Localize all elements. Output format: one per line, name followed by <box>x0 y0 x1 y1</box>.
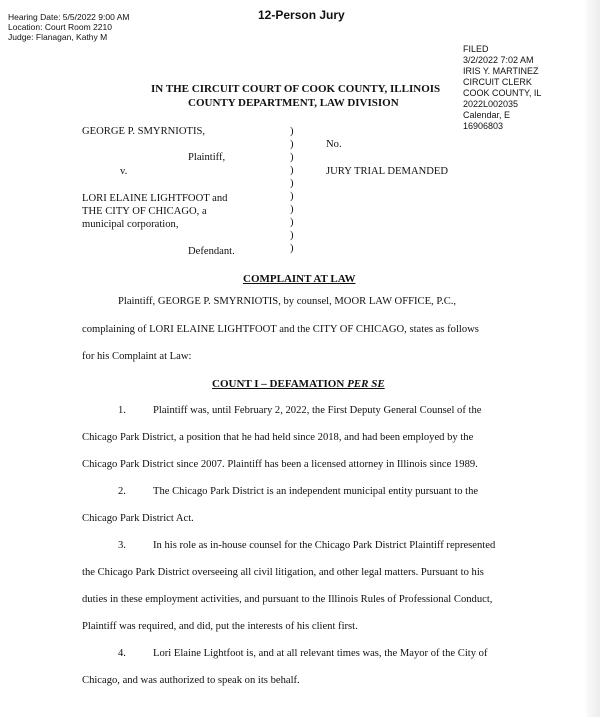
intro-line: for his Complaint at Law: <box>82 351 192 362</box>
hearing-date: Hearing Date: 5/5/2022 9:00 AM <box>8 12 130 22</box>
defendant-name-line3: municipal corporation, <box>82 219 179 230</box>
clerk-stamp-case-number: 2022L002035 <box>463 99 519 109</box>
caption-paren: ) <box>290 230 294 241</box>
clerk-stamp-datetime: 3/2/2022 7:02 AM <box>463 55 534 65</box>
paragraph-line: Lori Elaine Lightfoot is, and at all relevant times was, the Mayor of the City of <box>153 648 488 659</box>
caption-paren: ) <box>290 243 294 254</box>
clerk-stamp-calendar: Calendar, E <box>463 110 511 120</box>
defendant-label: Defendant. <box>188 246 235 257</box>
caption-paren: ) <box>290 139 294 150</box>
count-heading-prefix: COUNT I – DEFAMATION <box>212 378 348 390</box>
page-edge-shadow <box>586 0 600 717</box>
plaintiff-name: GEORGE P. SMYRNIOTIS, <box>82 126 206 137</box>
paragraph-line: The Chicago Park District is an independent municipal entity pursuant to the <box>153 486 479 497</box>
count-heading <box>212 378 385 390</box>
paragraph-number: 4. <box>118 648 126 659</box>
paragraph-line: Chicago, and was authorized to speak on its behalf. <box>82 675 300 686</box>
paragraph-number: 2. <box>118 486 126 497</box>
defendant-name-line2: THE CITY OF CHICAGO, a <box>82 206 207 217</box>
caption-paren: ) <box>290 204 294 215</box>
clerk-stamp-filed: FILED <box>463 44 489 54</box>
paragraph-line: the Chicago Park District overseeing all civil litigation, and other legal matters. Pursuant to his <box>82 567 484 578</box>
jury-demand: JURY TRIAL DEMANDED <box>326 166 449 177</box>
defendant-name-line1: LORI ELAINE LIGHTFOOT and <box>82 193 228 204</box>
paragraph-line: Chicago Park District since 2007. Plaintiff has been a licensed attorney in Illinois since 1989. <box>82 459 478 470</box>
court-division: COUNTY DEPARTMENT, LAW DIVISION <box>188 97 399 109</box>
clerk-stamp-id: 16906803 <box>463 121 504 131</box>
paragraph-line: duties in these employment activities, and pursuant to the Illinois Rules of Professional Conduct, <box>82 594 493 605</box>
paragraph-number: 3. <box>118 540 126 551</box>
intro-line: Plaintiff, GEORGE P. SMYRNIOTIS, by counsel, MOOR LAW OFFICE, P.C., <box>118 296 457 307</box>
case-number-label: No. <box>326 139 342 150</box>
paragraph-number: 1. <box>118 405 126 416</box>
judge: Judge: Flanagan, Kathy M <box>8 32 108 42</box>
intro-line: complaining of LORI ELAINE LIGHTFOOT and the CITY OF CHICAGO, states as follows <box>82 324 479 335</box>
paragraph-line: Chicago Park District, a position that he had held since 2018, and had been employed by the <box>82 432 474 443</box>
clerk-stamp-clerk-name: IRIS Y. MARTINEZ <box>463 66 539 76</box>
paragraph-line: In his role as in-house counsel for the Chicago Park District Plaintiff represented <box>153 540 496 551</box>
caption-paren: ) <box>290 217 294 228</box>
caption-paren: ) <box>290 126 294 137</box>
court-name: IN THE CIRCUIT COURT OF COOK COUNTY, ILLINOIS <box>151 83 441 95</box>
paragraph-line: Plaintiff was required, and did, put the interests of his client first. <box>82 621 358 632</box>
caption-paren: ) <box>290 152 294 163</box>
caption-paren: ) <box>290 178 294 189</box>
caption-paren: ) <box>290 191 294 202</box>
caption-paren: ) <box>290 165 294 176</box>
jury-size-title: 12-Person Jury <box>258 8 345 22</box>
location: Location: Court Room 2210 <box>8 22 112 32</box>
clerk-stamp-title: CIRCUIT CLERK <box>463 77 532 87</box>
versus: v. <box>120 166 128 177</box>
clerk-stamp-county: COOK COUNTY, IL <box>463 88 542 98</box>
paragraph-line: Plaintiff was, until February 2, 2022, the First Deputy General Counsel of the <box>153 405 482 416</box>
paragraph-line: Chicago Park District Act. <box>82 513 194 524</box>
complaint-title: COMPLAINT AT LAW <box>243 273 356 285</box>
count-heading-italic: PER SE <box>347 378 385 390</box>
plaintiff-label: Plaintiff, <box>188 152 226 163</box>
